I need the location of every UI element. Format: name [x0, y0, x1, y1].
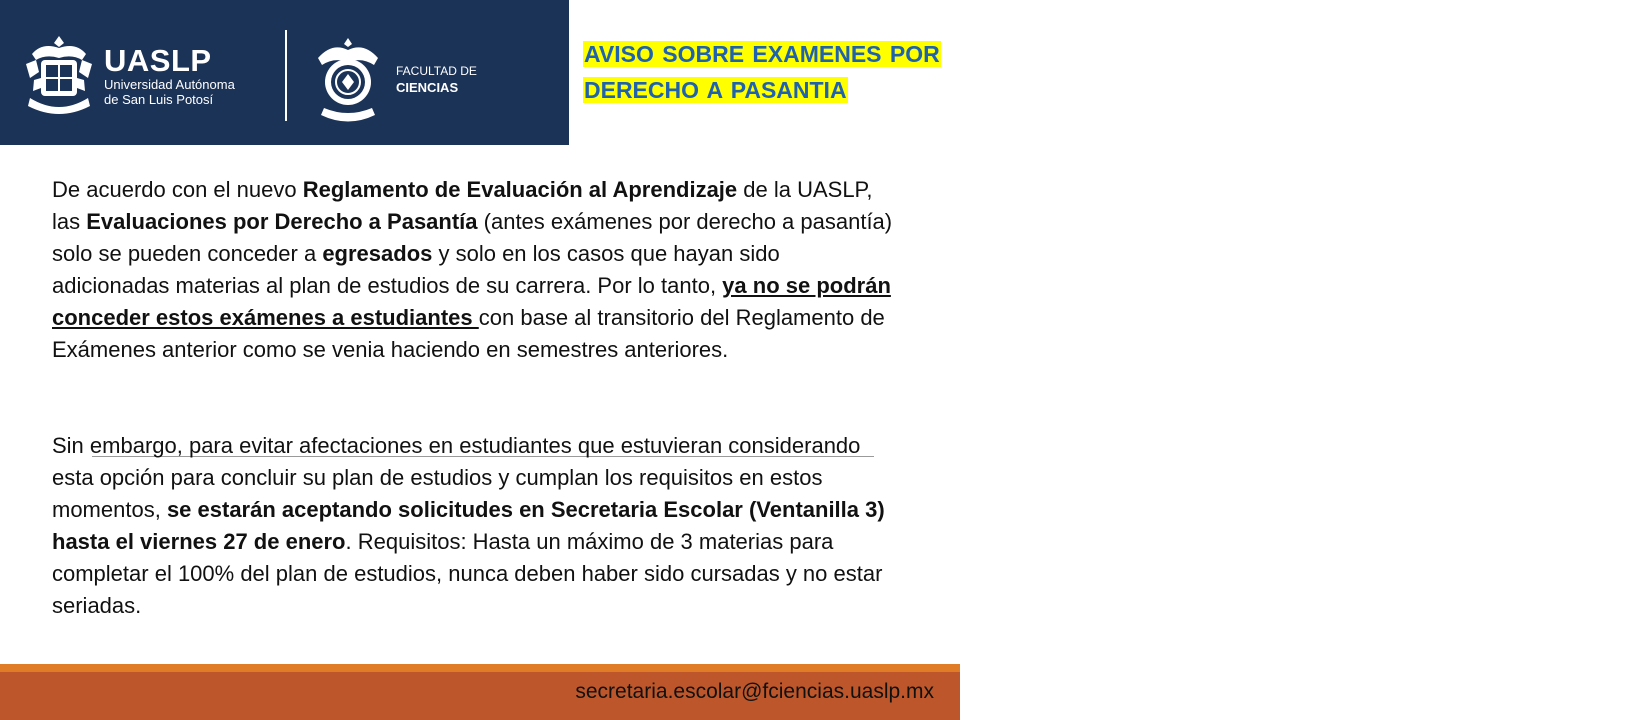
contact-email[interactable]: secretaria.escolar@fciencias.uaslp.mx	[575, 680, 934, 703]
faculty-label-line1: FACULTAD DE	[396, 64, 477, 78]
regulation-paragraph	[52, 174, 902, 366]
footer-banner	[0, 672, 960, 720]
p1-bold-evaluations: Evaluaciones por Derecho a Pasantía	[86, 209, 478, 234]
p1-bold-underlined-notice: ya no se podrán conceder estos exámenes a estudiantes	[52, 273, 891, 330]
faculty-logo-group	[314, 36, 477, 124]
p1-text-1: De acuerdo con el nuevo	[52, 177, 303, 202]
university-name-line1: Universidad Autónoma	[104, 77, 235, 92]
header-banner	[0, 0, 569, 145]
p1-text-5: con base al transitorio del Reglamento de Exámenes anterior como se venia haciendo en semestres anteriores.	[52, 305, 885, 362]
p2-text-1: Sin embargo, para evitar afectaciones en estudiantes que estuvieran considerando esta opción para concluir su plan de estudios y cumplan los requisitos en estos momentos,	[52, 433, 861, 522]
p2-bold-deadline: se estarán aceptando solicitudes en Secretaria Escolar (Ventanilla 3) hasta el viernes 27 de enero	[52, 497, 885, 554]
p1-text-3: (antes exámenes por derecho a pasantía) solo se pueden conceder a	[52, 209, 893, 266]
university-eagle-crest-icon	[24, 34, 94, 118]
faculty-label-line2: CIENCIAS	[396, 80, 459, 95]
notice-title-line2: DERECHO A PASANTIA	[584, 77, 847, 103]
p1-text-2: de la UASLP, las	[52, 177, 873, 234]
p1-text-4: y solo en los casos que hayan sido adicionadas materias al plan de estudios de su carrera. Por lo tanto,	[52, 241, 780, 298]
uaslp-logo-group	[24, 34, 235, 118]
logo-divider	[285, 30, 287, 121]
university-name-line2: de San Luis Potosí	[104, 92, 214, 107]
uaslp-abbreviation: UASLP	[104, 43, 212, 78]
footer-accent-line	[0, 664, 960, 672]
p2-text-2: . Requisitos: Hasta un máximo de 3 materias para completar el 100% del plan de estudios, nunca deben haber sido cursadas y no estar seriadas.	[52, 529, 883, 618]
notice-title-line1: AVISO SOBRE EXAMENES POR	[584, 41, 940, 67]
p1-bold-regulation: Reglamento de Evaluación al Aprendizaje	[302, 177, 738, 202]
notice-title	[583, 36, 953, 108]
faculty-eagle-seal-icon	[314, 36, 382, 124]
p1-bold-graduates: egresados	[322, 241, 433, 266]
deadline-paragraph	[52, 430, 902, 622]
